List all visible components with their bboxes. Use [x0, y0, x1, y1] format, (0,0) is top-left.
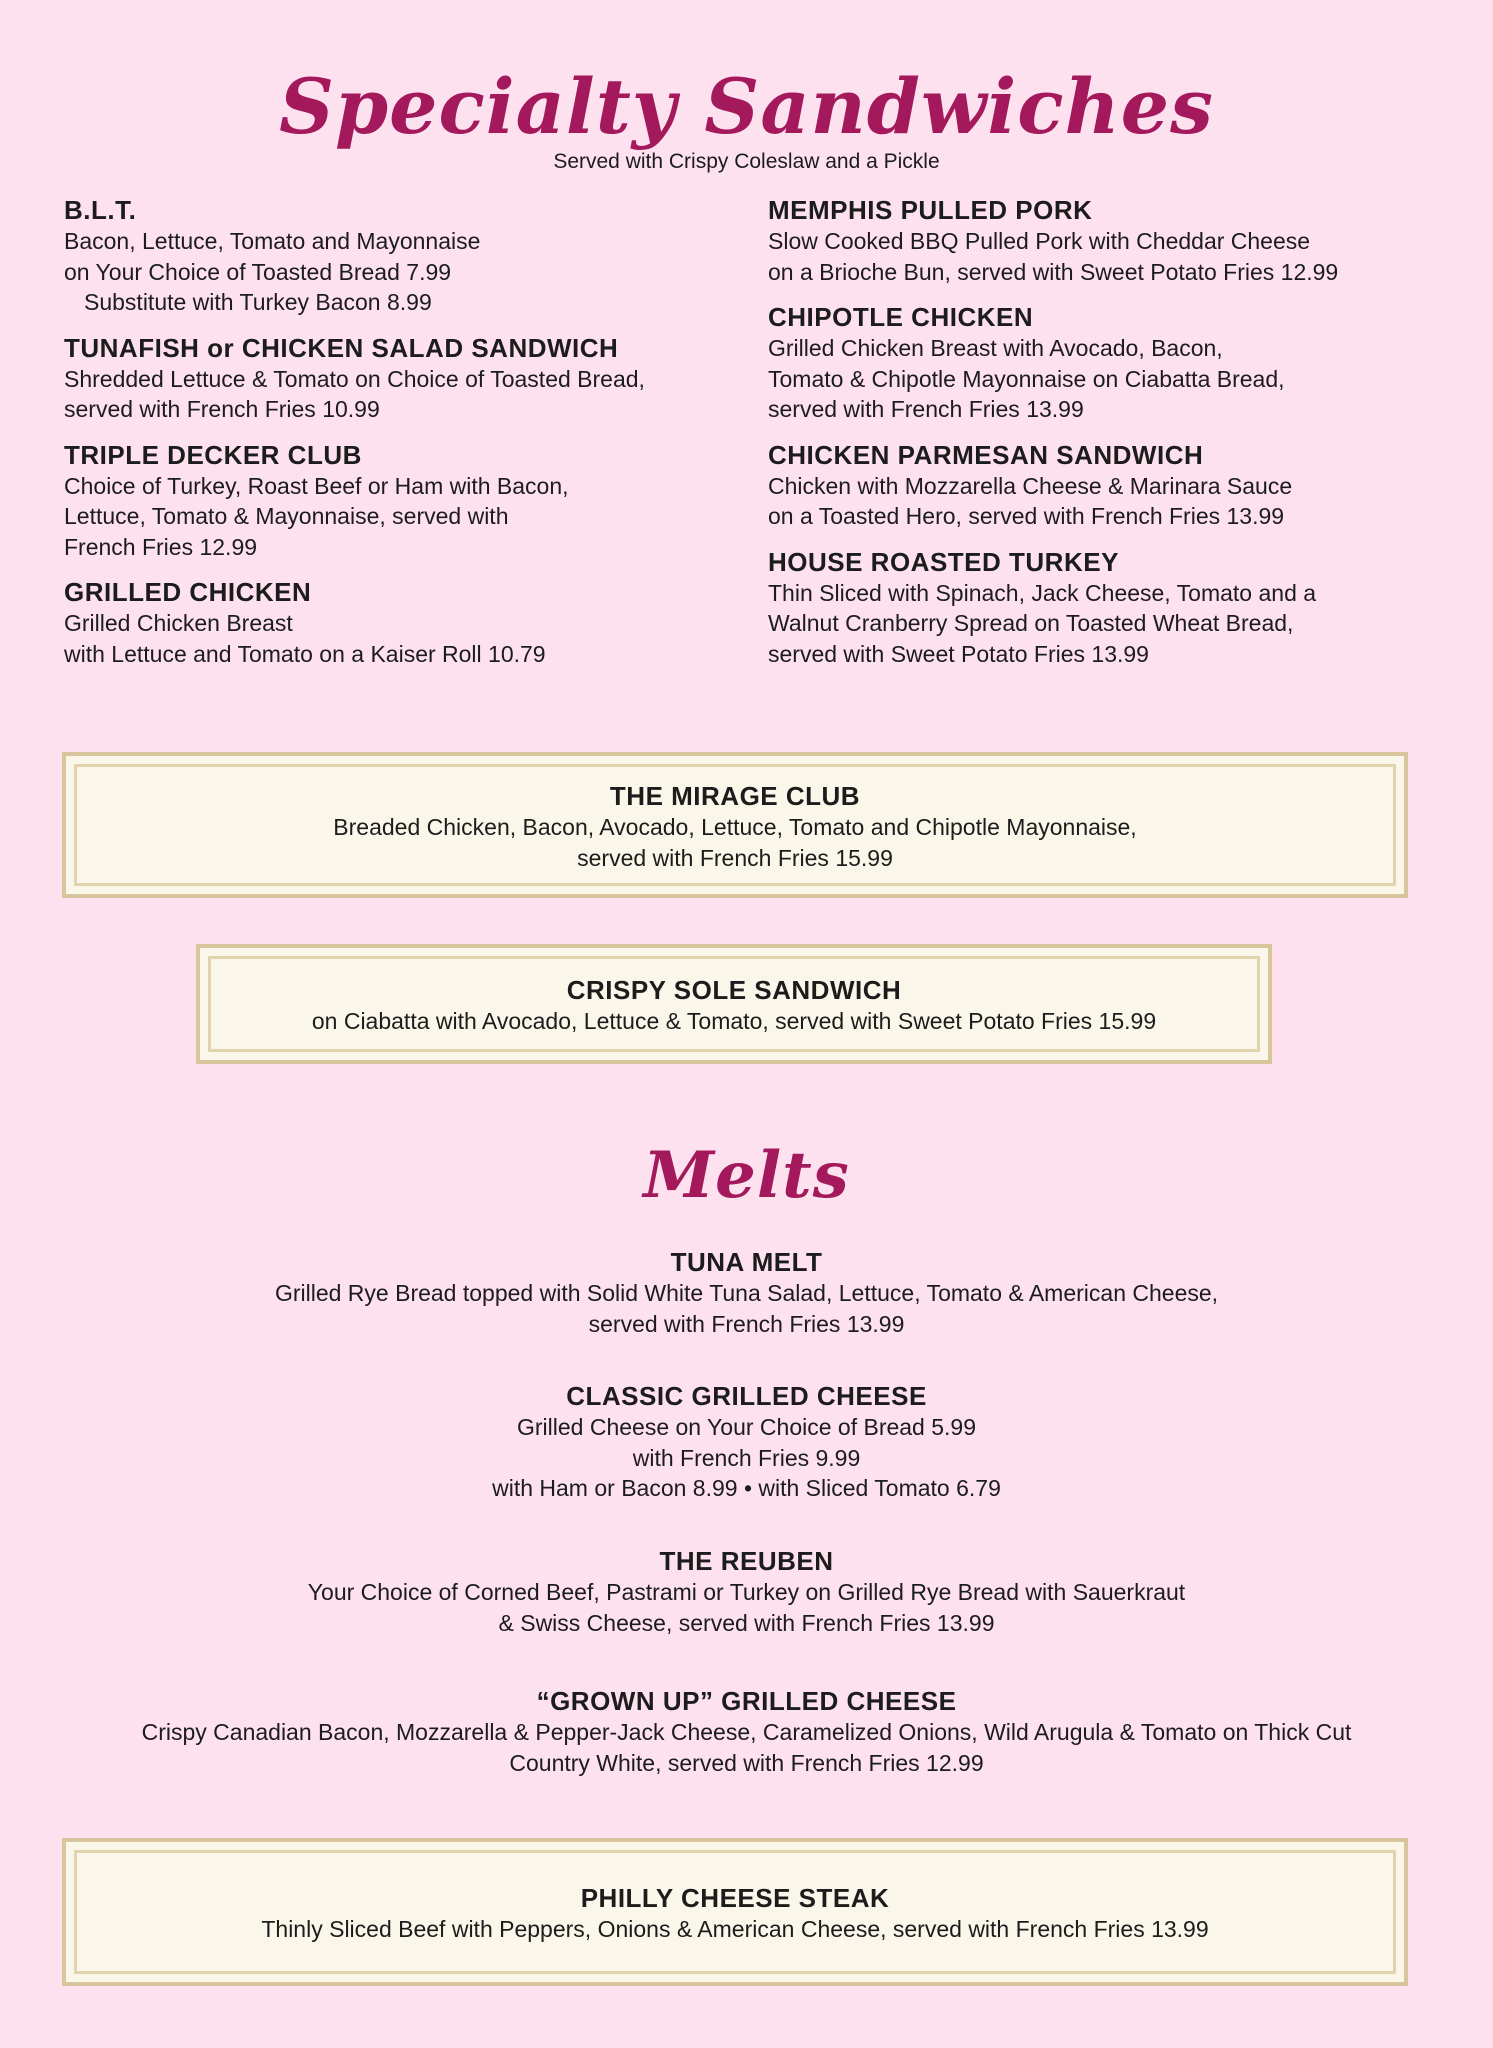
- philly-cheese-steak-feature-box: [62, 1838, 1408, 1986]
- item-description-line: Grilled Rye Bread topped with Solid White Tuna Salad, Lettuce, Tomato & American Cheese,: [274, 1280, 1219, 1306]
- item-description-line: served with French Fries 13.99: [768, 396, 1084, 422]
- item-name: TUNA MELT: [670, 1247, 823, 1277]
- mirage-club-name: THE MIRAGE CLUB: [609, 781, 861, 811]
- menu-item: [768, 301, 1468, 425]
- item-description-line: with Ham or Bacon 8.99 • with Sliced Tomato 6.79: [492, 1475, 1001, 1501]
- item-name: MEMPHIS PULLED PORK: [768, 195, 1093, 225]
- item-description-line: Choice of Turkey, Roast Beef or Ham with Bacon,: [64, 472, 569, 499]
- sandwiches-right-column: [768, 194, 1468, 683]
- item-description-line: Lettuce, Tomato & Mayonnaise, served with: [64, 503, 509, 529]
- item-description-line: on Your Choice of Toasted Bread 7.99: [64, 258, 452, 285]
- item-description-line: Bacon, Lettuce, Tomato and Mayonnaise: [64, 228, 481, 254]
- crispy-sole-description-line: on Ciabatta with Avocado, Lettuce & Tomato, served with Sweet Potato Fries 15.99: [311, 1008, 1157, 1034]
- item-name: HOUSE ROASTED TURKEY: [768, 546, 1119, 577]
- item-name: TRIPLE DECKER CLUB: [64, 439, 362, 470]
- item-description-line: Grilled Chicken Breast: [64, 610, 293, 636]
- item-description-line: Thin Sliced with Spinach, Jack Cheese, Tomato and a: [768, 579, 1317, 606]
- sandwiches-left-column: [64, 194, 744, 683]
- menu-item-tuna-melt: [0, 1246, 1493, 1339]
- menu-item: [768, 194, 1468, 287]
- item-name: CHICKEN PARMESAN SANDWICH: [768, 439, 1204, 470]
- item-name: B.L.T.: [64, 195, 137, 225]
- item-name: THE REUBEN: [659, 1546, 834, 1576]
- menu-item-classic-grilled-cheese: [0, 1380, 1493, 1504]
- item-description-line: on a Brioche Bun, served with Sweet Potato Fries 12.99: [768, 258, 1339, 285]
- item-name: GRILLED CHICKEN: [64, 577, 312, 607]
- philly-cheese-steak-description-line: Thinly Sliced Beef with Peppers, Onions & American Cheese, served with French Fries 13.99: [261, 1916, 1209, 1942]
- item-description-line: Slow Cooked BBQ Pulled Pork with Cheddar Cheese: [768, 228, 1311, 254]
- item-substitute-line: Substitute with Turkey Bacon 8.99: [84, 289, 432, 315]
- item-description-line: Your Choice of Corned Beef, Pastrami or Turkey on Grilled Rye Bread with Sauerkraut: [307, 1579, 1186, 1605]
- item-description-line: with Lettuce and Tomato on a Kaiser Roll 10.79: [64, 640, 546, 667]
- item-description-line: on a Toasted Hero, served with French Fries 13.99: [768, 503, 1285, 529]
- item-description-line: served with French Fries 10.99: [64, 396, 380, 422]
- menu-item: [768, 439, 1468, 532]
- item-description-line: Grilled Cheese on Your Choice of Bread 5.99: [516, 1414, 977, 1440]
- item-description-line: & Swiss Cheese, served with French Fries 13.99: [498, 1609, 995, 1636]
- crispy-sole-name: CRISPY SOLE SANDWICH: [566, 975, 902, 1005]
- menu-item-grown-up-grilled-cheese: [0, 1685, 1493, 1778]
- item-description-line: served with Sweet Potato Fries 13.99: [768, 640, 1149, 667]
- menu-item: [768, 546, 1468, 670]
- mirage-club-feature-box: [62, 752, 1408, 898]
- item-description-line: with French Fries 9.99: [632, 1444, 861, 1471]
- item-name: CHIPOTLE CHICKEN: [768, 302, 1034, 332]
- specialty-sandwiches-heading: Specialty Sandwiches: [279, 62, 1214, 151]
- item-name: “GROWN UP” GRILLED CHEESE: [536, 1686, 957, 1716]
- sandwiches-subtitle: Served with Crispy Coleslaw and a Pickle: [553, 150, 940, 173]
- item-description-line: French Fries 12.99: [64, 533, 258, 560]
- mirage-club-description-line: served with French Fries 15.99: [577, 844, 893, 871]
- menu-item: [64, 332, 744, 425]
- philly-cheese-steak-name: PHILLY CHEESE STEAK: [580, 1883, 890, 1913]
- item-description-line: Chicken with Mozzarella Cheese & Marinara Sauce: [768, 472, 1293, 499]
- item-description-line: Grilled Chicken Breast with Avocado, Bacon,: [768, 335, 1223, 361]
- mirage-club-description-line: Breaded Chicken, Bacon, Avocado, Lettuce, Tomato and Chipotle Mayonnaise,: [333, 814, 1137, 840]
- item-name: CLASSIC GRILLED CHEESE: [566, 1381, 927, 1411]
- item-description-line: Crispy Canadian Bacon, Mozzarella & Pepper-Jack Cheese, Caramelized Onions, Wild Arugula & Tomato on Thick Cut: [141, 1719, 1352, 1745]
- item-description-line: served with French Fries 13.99: [588, 1310, 905, 1337]
- item-description-line: Shredded Lettuce & Tomato on Choice of Toasted Bread,: [64, 365, 645, 392]
- item-description-line: Tomato & Chipotle Mayonnaise on Ciabatta Bread,: [768, 365, 1285, 392]
- item-description-line: Country White, served with French Fries 12.99: [509, 1749, 984, 1776]
- melts-heading: Melts: [643, 1138, 850, 1213]
- crispy-sole-feature-box: [196, 944, 1272, 1064]
- menu-item: [64, 194, 744, 318]
- menu-item-reuben: [0, 1545, 1493, 1638]
- item-name: TUNAFISH or CHICKEN SALAD SANDWICH: [64, 332, 619, 363]
- item-description-line: Walnut Cranberry Spread on Toasted Wheat Bread,: [768, 610, 1294, 636]
- menu-item: [64, 439, 744, 563]
- menu-item: [64, 576, 744, 669]
